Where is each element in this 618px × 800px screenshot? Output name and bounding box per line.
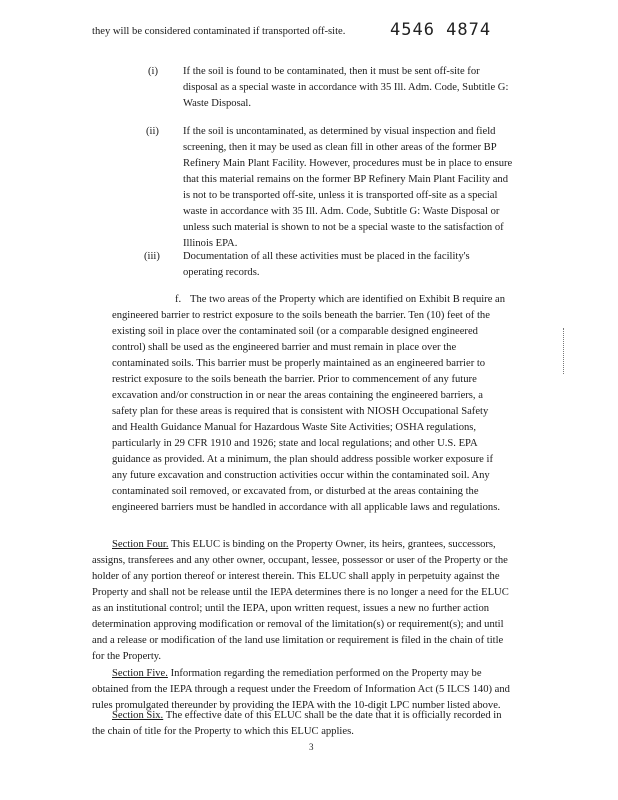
paragraph-f-text: The two areas of the Property which are identified on Exhibit B require an engineered barrier to restrict exposure to the soils beneath the barrier. Ten (10) feet of the existing soil in place over the contaminated soil (or a comparable designed engineered control) shall be used as the engineered barrier and must remain in place over the contaminated soils. This barrier must be properly maintained as an engineered barrier to restrict exposure to the soils beneath the barrier. Prior to commencement of any future excavation and/or construction in or near the areas containing the engineered barriers, a safety plan for these areas is required that is consistent with NIOSH Occupational Safety and Health Guidance Manual for Hazardous Waste Site Activities; OSHA regulations, particularly in 29 CFR 1910 and 1926; state and local regulations; and other U.S. EPA guidance as provided. At a minimum, the plan should address possible worker exposure if any future excavation and construction activities occur within the contaminated soil. Any contaminated soil removed, or excavated from, or disturbed at the areas containing the engineered barriers must be handled in accordance with all applicable laws and regulations. — [112, 294, 506, 513]
section-four-heading: Section Four. — [112, 539, 169, 550]
item-i-label: (i) — [148, 66, 158, 77]
section-six-heading: Section Six. — [112, 710, 164, 721]
item-i-text: If the soil is found to be contaminated, then it must be sent off-site for disposal as a special waste in accordance with 35 Ill. Adm. Code, Subtitle G: Waste Disposal. — [183, 66, 509, 109]
continuation-line: they will be considered contaminated if transported off-site. — [92, 26, 346, 37]
document-stamp-number: 4546 4874 — [390, 20, 492, 40]
margin-dotted-mark — [563, 328, 566, 374]
section-five-heading: Section Five. — [112, 668, 168, 679]
item-iii-label: (iii) — [144, 251, 160, 262]
item-iii-text: Documentation of all these activities must be placed in the facility's operating records. — [183, 251, 470, 278]
section-four: Section Four. This ELUC is binding on the Property Owner, its heirs, grantees, successors, assigns, transferees and any other owner, occupant, lessee, possessor or user of the Property or the holder of any portion thereof or interest therein. This ELUC shall apply in perpetuity against the Property and shall not be release until the IEPA determines there is no longer a need for the ELUC as an institutional control; until the IEPA, upon written request, issues a new no further action determination approving modification or removal of the limitation(s) or requirement(s); and until and a release or modification of the land use limitation or requirement is filed in the chain of title for the Property. — [92, 539, 509, 662]
section-five: Section Five. Information regarding the remediation performed on the Property may be obtained from the IEPA through a request under the Freedom of Information Act (5 ILCS 140) and rules promulgated thereunder by providing the IEPA with the 10-digit LPC number listed above. — [92, 668, 510, 711]
page-number: 3 — [309, 742, 314, 752]
section-six: Section Six. The effective date of this ELUC shall be the date that it is officially recorded in the chain of title for the Property to which this ELUC applies. — [92, 710, 502, 737]
item-ii-text: If the soil is uncontaminated, as determined by visual inspection and field screening, then it may be used as clean fill in other areas of the former BP Refinery Main Plant Facility. However, procedures must be in place to ensure that this material remains on the former BP Refinery Main Plant Facility and is not to be transported off-site, unless it is transported off-site as a special waste in accordance with 35 Ill. Adm. Code, Subtitle G: Waste Disposal or unless such material is shown to not be a special waste to the satisfaction of Illinois EPA. — [183, 126, 513, 249]
paragraph-f-label: f. — [175, 294, 182, 305]
item-ii-label: (ii) — [146, 126, 159, 137]
